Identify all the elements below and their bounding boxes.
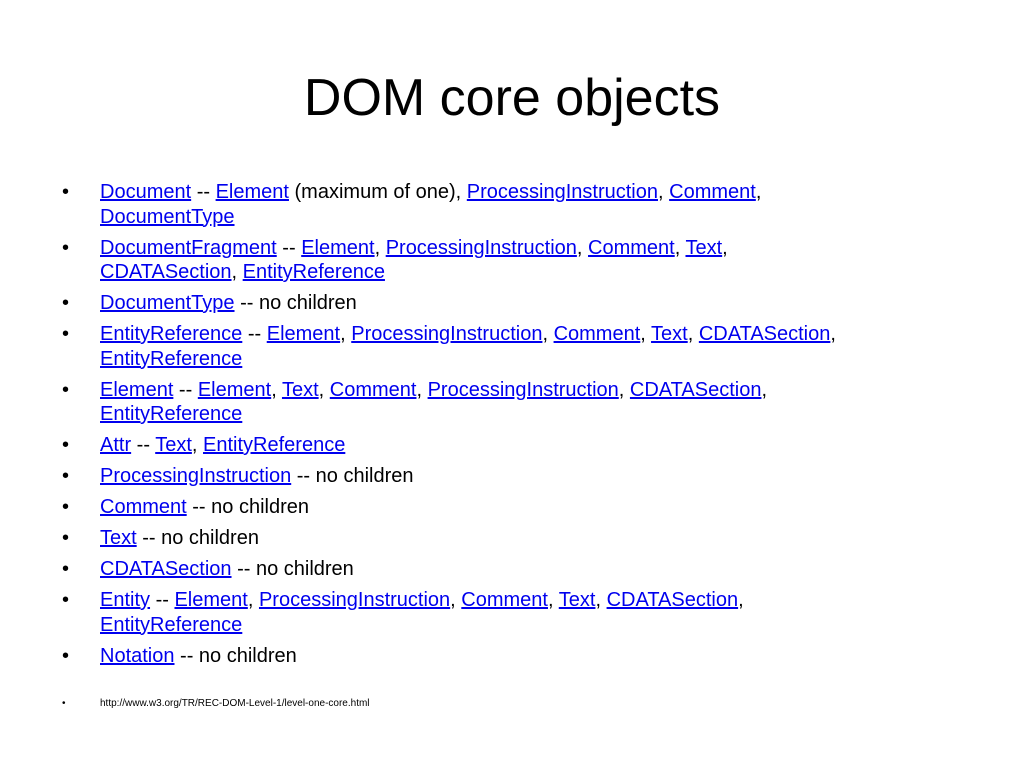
- bullet-icon: •: [62, 527, 70, 549]
- bullet-icon: •: [62, 589, 70, 611]
- dom-link-document[interactable]: Document: [100, 181, 192, 203]
- dom-link-documenttype[interactable]: DocumentType: [100, 292, 235, 314]
- dom-link-comment[interactable]: Comment: [553, 323, 641, 345]
- footnote: [62, 697, 962, 711]
- item-text: --: [276, 236, 302, 259]
- item-text: ,: [755, 181, 762, 203]
- dom-link-text[interactable]: Text: [651, 323, 688, 345]
- item-text: -- no children: [174, 644, 297, 667]
- dom-link-element[interactable]: Element: [266, 323, 341, 345]
- dom-link-entityreference[interactable]: EntityReference: [242, 261, 385, 283]
- dom-link-processinginstruction[interactable]: ProcessingInstruction: [427, 378, 619, 401]
- bullet-icon: •: [62, 698, 66, 709]
- list-item: [62, 378, 962, 427]
- item-text: ,: [722, 236, 728, 259]
- item-text: ,: [640, 323, 652, 345]
- item-text: ,: [738, 589, 744, 611]
- dom-link-entityreference[interactable]: EntityReference: [203, 434, 346, 456]
- dom-link-processinginstruction[interactable]: ProcessingInstruction: [258, 589, 451, 611]
- bullet-icon: •: [62, 644, 70, 667]
- item-text: --: [150, 589, 175, 611]
- list-item: [62, 644, 962, 669]
- dom-link-processinginstruction[interactable]: ProcessingInstruction: [385, 236, 577, 259]
- dom-link-comment[interactable]: Comment: [461, 589, 548, 611]
- dom-link-text[interactable]: Text: [685, 236, 723, 259]
- item-text: -- no children: [291, 465, 414, 487]
- bullet-icon: •: [62, 465, 70, 487]
- item-text: ,: [271, 378, 282, 401]
- item-text: ,: [658, 181, 670, 203]
- dom-link-comment[interactable]: Comment: [588, 236, 675, 259]
- item-text: ,: [576, 236, 589, 259]
- item-text: ,: [542, 323, 554, 345]
- item-text: ,: [231, 261, 243, 283]
- item-text: ,: [318, 378, 330, 401]
- item-text: (maximum of one),: [288, 181, 467, 203]
- list-item: [62, 495, 962, 520]
- dom-link-element[interactable]: Element: [100, 378, 174, 401]
- dom-link-entityreference[interactable]: EntityReference: [100, 347, 243, 370]
- item-text: ,: [548, 589, 559, 611]
- list-item: [62, 557, 962, 582]
- list-item: [62, 322, 962, 371]
- dom-link-entityreference[interactable]: EntityReference: [100, 323, 243, 345]
- bullet-icon: •: [62, 496, 70, 518]
- item-text: --: [242, 323, 267, 345]
- item-text: ,: [761, 378, 768, 401]
- list-item: [62, 433, 962, 458]
- bullet-icon: •: [62, 236, 70, 259]
- dom-link-comment[interactable]: Comment: [100, 496, 187, 518]
- dom-link-element[interactable]: Element: [197, 378, 272, 401]
- dom-link-attr[interactable]: Attr: [100, 434, 132, 456]
- dom-link-processinginstruction[interactable]: ProcessingInstruction: [351, 323, 543, 345]
- dom-link-text[interactable]: Text: [100, 527, 137, 549]
- item-text: --: [131, 434, 156, 456]
- dom-link-entityreference[interactable]: EntityReference: [100, 403, 243, 425]
- item-text: --: [191, 181, 216, 203]
- dom-link-documentfragment[interactable]: DocumentFragment: [100, 236, 277, 259]
- item-text: -- no children: [136, 527, 259, 549]
- dom-link-element[interactable]: Element: [215, 181, 289, 203]
- dom-link-text[interactable]: Text: [155, 434, 192, 456]
- item-text: ,: [416, 378, 428, 401]
- list-item: [62, 464, 962, 489]
- dom-link-notation[interactable]: Notation: [100, 644, 175, 667]
- slide-title: DOM core objects: [303, 69, 721, 127]
- dom-link-documenttype[interactable]: DocumentType: [100, 205, 235, 228]
- item-text: ,: [340, 323, 352, 345]
- dom-link-cdatasection[interactable]: CDATASection: [100, 261, 232, 283]
- bullet-icon: •: [62, 434, 70, 456]
- bullet-icon: •: [62, 181, 70, 203]
- item-text: ,: [247, 589, 259, 611]
- dom-link-cdatasection[interactable]: CDATASection: [629, 378, 762, 401]
- dom-link-comment[interactable]: Comment: [669, 181, 756, 203]
- bullet-icon: •: [62, 558, 70, 580]
- item-text: ,: [687, 323, 699, 345]
- item-text: --: [173, 378, 198, 401]
- dom-link-text[interactable]: Text: [558, 589, 596, 611]
- dom-link-comment[interactable]: Comment: [329, 378, 417, 401]
- list-item: [62, 588, 962, 637]
- dom-link-element[interactable]: Element: [301, 236, 375, 259]
- dom-link-processinginstruction[interactable]: ProcessingInstruction: [466, 181, 658, 203]
- dom-link-processinginstruction[interactable]: ProcessingInstruction: [100, 465, 292, 487]
- bullet-icon: •: [62, 378, 70, 401]
- bullet-icon: •: [62, 323, 70, 345]
- item-text: -- no children: [234, 292, 357, 314]
- item-text: ,: [374, 236, 386, 259]
- footnote-url: http://www.w3.org/TR/REC-DOM-Level-1/level-one-core.html: [100, 698, 370, 709]
- dom-link-text[interactable]: Text: [281, 378, 319, 401]
- item-text: -- no children: [231, 558, 354, 580]
- dom-link-entityreference[interactable]: EntityReference: [100, 613, 243, 636]
- list-item: [62, 291, 962, 316]
- item-text: ,: [450, 589, 462, 611]
- list-item: [62, 180, 962, 229]
- list-item: [62, 236, 962, 285]
- dom-link-entity[interactable]: Entity: [100, 589, 151, 611]
- item-text: ,: [191, 434, 204, 456]
- dom-link-cdatasection[interactable]: CDATASection: [606, 589, 739, 611]
- item-text: -- no children: [186, 496, 309, 518]
- item-text: ,: [595, 589, 607, 611]
- bullet-icon: •: [62, 292, 70, 314]
- bullet-list: [62, 180, 962, 675]
- item-text: ,: [618, 378, 630, 401]
- list-item: [62, 526, 962, 551]
- dom-link-element[interactable]: Element: [174, 589, 248, 611]
- item-text: ,: [674, 236, 686, 259]
- dom-link-cdatasection[interactable]: CDATASection: [698, 323, 831, 345]
- dom-link-cdatasection[interactable]: CDATASection: [100, 558, 232, 580]
- item-text: ,: [830, 323, 836, 345]
